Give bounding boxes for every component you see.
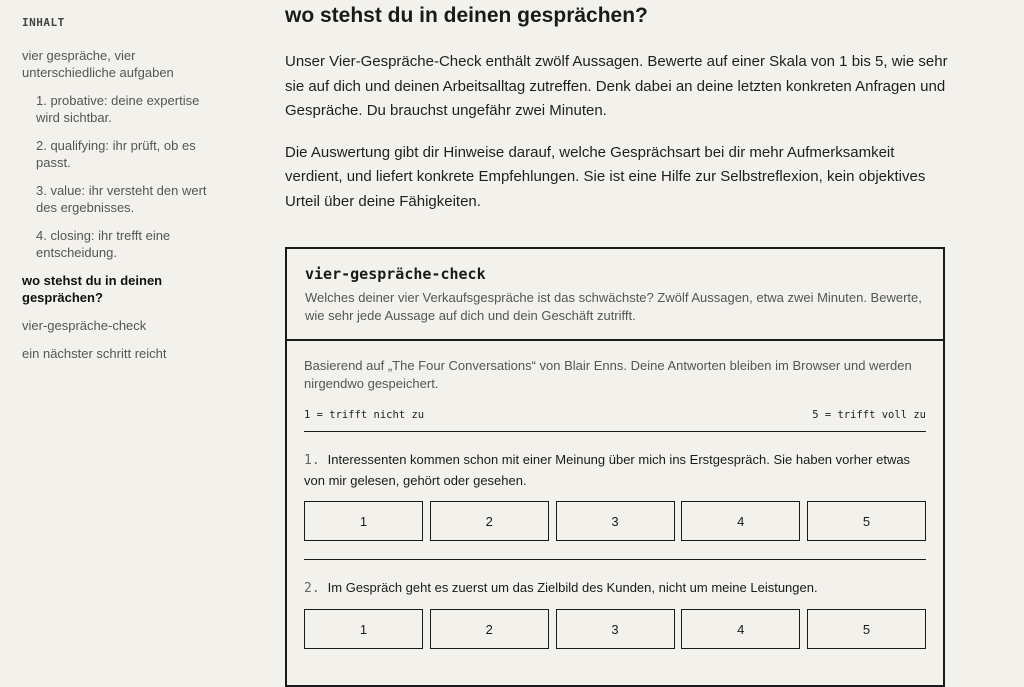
question-item [304, 432, 926, 560]
question-item [304, 560, 926, 667]
page-heading: wo stehst du in deinen gesprächen? [285, 4, 648, 27]
check-note: Basierend auf „The Four Conversations“ von Blair Enns. Deine Antworten bleiben im Browser und werden nirgendwo gespeichert. [304, 358, 912, 391]
question-statement: Interessenten kommen schon mit einer Meinung über mich ins Erstgespräch. Sie haben vorher etwas von mir gelesen, gehört oder gesehen. [304, 452, 911, 488]
rating-button-1[interactable]: 1 [304, 609, 423, 649]
toc-title: INHALT [22, 16, 65, 29]
intro-text [285, 50, 949, 231]
check-title: vier-gespräche-check [305, 265, 486, 283]
rating-button-4[interactable]: 4 [681, 501, 800, 541]
rating-button-2[interactable]: 2 [430, 609, 549, 649]
question-text [304, 578, 926, 599]
rating-button-1[interactable]: 1 [304, 501, 423, 541]
check-header [287, 249, 943, 341]
toc-item-wo-stehst-du[interactable]: wo stehst du in deinen gesprächen? [22, 273, 163, 305]
toc-item-vier-gespraeche[interactable]: vier gespräche, vier unterschiedliche aufgaben [22, 48, 174, 80]
table-of-contents [22, 16, 222, 373]
toc-item-closing[interactable]: 4. closing: ihr trefft eine entscheidung. [36, 228, 171, 260]
toc-item-probative[interactable]: 1. probative: deine expertise wird sichtbar. [36, 93, 200, 125]
rating-options [304, 609, 926, 649]
intro-paragraph-1: Unser Vier-Gespräche-Check enthält zwölf Aussagen. Bewerte auf einer Skala von 1 bis 5, wie sehr sie auf dich und deinen Arbeitsalltag zutreffen. Denk dabei an deine letzten konkreten Anfragen und Gespräche. Du brauchst ungefähr zwei Minuten. [285, 53, 948, 119]
toc-item-naechster-schritt[interactable]: ein nächster schritt reicht [22, 346, 167, 361]
toc-item-check[interactable]: vier-gespräche-check [22, 318, 147, 333]
scale-high-label: 5 = trifft voll zu [812, 409, 926, 421]
question-statement: Im Gespräch geht es zuerst um das Zielbild des Kunden, nicht um meine Leistungen. [327, 580, 818, 595]
question-number: 1. [304, 453, 320, 468]
check-body [287, 341, 943, 667]
rating-scale-legend [304, 409, 926, 432]
rating-button-3[interactable]: 3 [556, 609, 675, 649]
intro-paragraph-2: Die Auswertung gibt dir Hinweise darauf, welche Gesprächsart bei dir mehr Aufmerksamkeit verdient, und liefert konkrete Empfehlungen. Sie ist eine Hilfe zur Selbstreflexion, kein objektives Urteil über deine Fähigkeiten. [285, 143, 926, 210]
rating-button-5[interactable]: 5 [807, 501, 926, 541]
question-text [304, 450, 926, 491]
rating-button-3[interactable]: 3 [556, 501, 675, 541]
rating-button-5[interactable]: 5 [807, 609, 926, 649]
four-conversations-check [285, 247, 945, 687]
question-number: 2. [304, 581, 320, 596]
rating-button-2[interactable]: 2 [430, 501, 549, 541]
scale-low-label: 1 = trifft nicht zu [304, 409, 425, 421]
rating-options [304, 501, 926, 541]
toc-item-value[interactable]: 3. value: ihr versteht den wert des ergebnisses. [36, 183, 207, 215]
toc-item-qualifying[interactable]: 2. qualifying: ihr prüft, ob es passt. [36, 138, 196, 170]
rating-button-4[interactable]: 4 [681, 609, 800, 649]
check-subtitle: Welches deiner vier Verkaufsgespräche ist das schwächste? Zwölf Aussagen, etwa zwei Minuten. Bewerte, wie sehr jede Aussage auf dich und dein Geschäft zutrifft. [305, 290, 922, 323]
